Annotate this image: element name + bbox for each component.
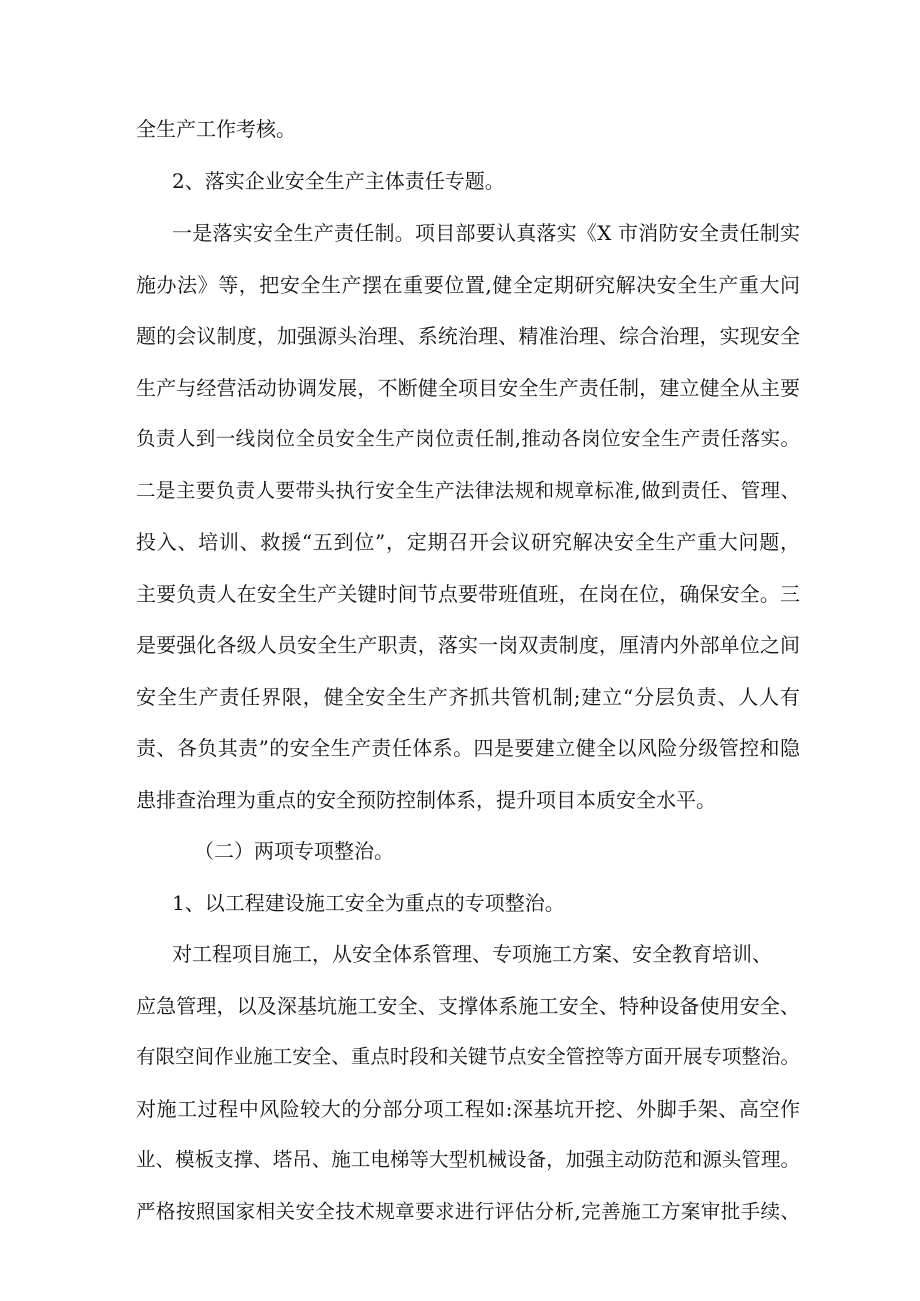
text-line: 生产与经营活动协调发展，不断健全项目安全生产责任制，建立健全从主要 <box>136 376 800 400</box>
text-line: 二是主要负责人要带头执行安全生产法律法规和规章标准,做到责任、管理、 <box>136 479 800 502</box>
heading-line: （二）两项专项整治。 <box>194 839 394 863</box>
text-line: 题的会议制度，加强源头治理、系统治理、精准治理、综合治理，实现安全 <box>136 324 800 348</box>
text-line: 患排查治理为重点的安全预防控制体系，提升项目本质安全水平。 <box>136 788 716 812</box>
text-line: 严格按照国家相关安全技术规章要求进行评估分析,完善施工方案审批手续、 <box>136 1200 800 1223</box>
text-line: 主要负责人在安全生产关键时间节点要带班值班，在岗在位，确保安全。三 <box>136 582 800 606</box>
text-line: 责、各负其责”的安全生产责任体系。四是要建立健全以风险分级管控和隐 <box>136 736 800 760</box>
text-line: 施办法》等，把安全生产摆在重要位置,健全定期研究解决安全生产重大问 <box>136 273 800 297</box>
text-line: 全生产工作考核。 <box>136 117 296 141</box>
text-line: 应急管理，以及深基坑施工安全、支撑体系施工安全、特种设备使用安全、 <box>136 994 800 1018</box>
text-line: 一是落实安全生产责任制。项目部要认真落实《X 市消防安全责任制实 <box>172 221 800 245</box>
heading-line: 2、落实企业安全生产主体责任专题。 <box>172 169 505 193</box>
text-line: 对工程项目施工，从安全体系管理、专项施工方案、安全教育培训、 <box>172 942 772 966</box>
text-line: 是要强化各级人员安全生产职责，落实一岗双责制度，厘清内外部单位之间 <box>136 633 800 657</box>
text-line: 对施工过程中风险较大的分部分项工程如:深基坑开挖、外脚手架、高空作 <box>136 1097 800 1121</box>
text-line: 有限空间作业施工安全、重点时段和关键节点安全管控等方面开展专项整治。 <box>136 1045 800 1068</box>
text-line: 负责人到一线岗位全员安全生产岗位责任制,推动各岗位安全生产责任落实。 <box>136 427 800 450</box>
text-line: 安全生产责任界限，健全安全生产齐抓共管机制;建立“分层负责、人人有 <box>136 685 800 709</box>
text-line: 业、模板支撑、塔吊、施工电梯等大型机械设备，加强主动防范和源头管理。 <box>136 1148 800 1171</box>
text-line: 投入、培训、救援“五到位”，定期召开会议研究解决安全生产重大问题， <box>136 530 800 554</box>
heading-line: 1、以工程建设施工安全为重点的专项整治。 <box>172 891 565 915</box>
